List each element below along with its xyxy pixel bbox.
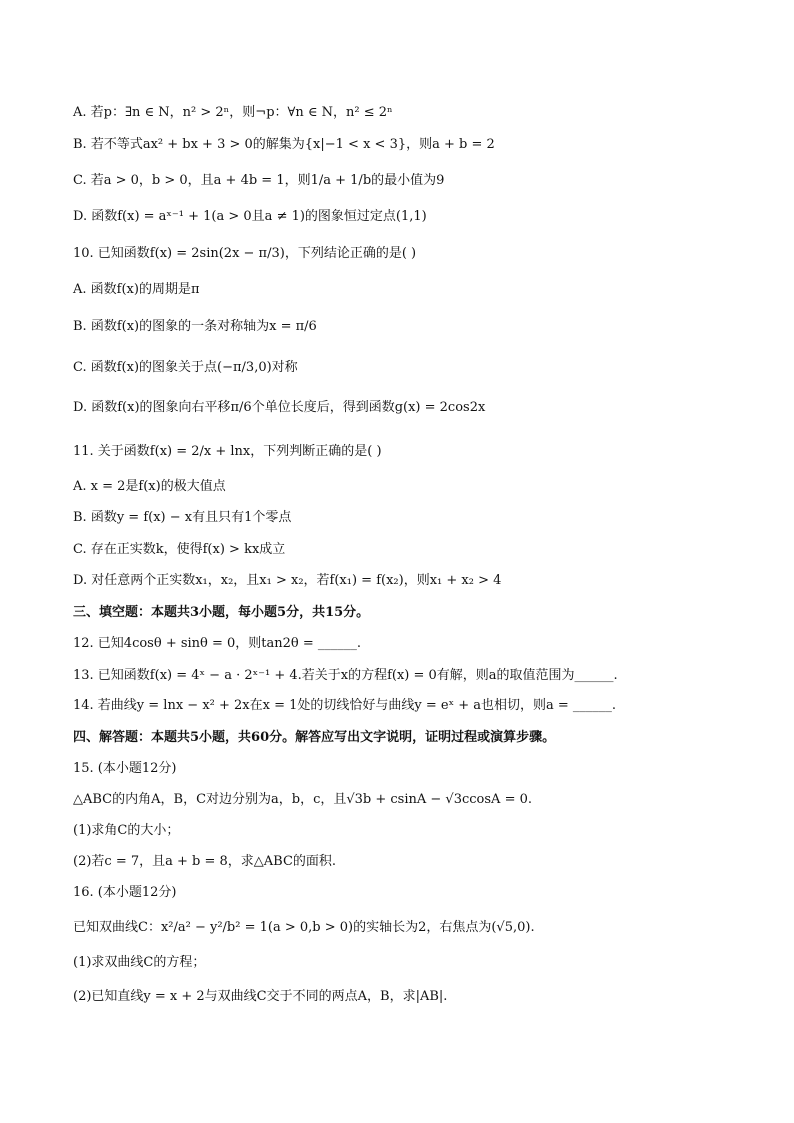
text-line: D. 函数f(x) = aˣ⁻¹ + 1(a > 0且a ≠ 1)的图象恒过定点(1,1): [73, 209, 427, 224]
text-line: 13. 已知函数f(x) = 4ˣ − a · 2ˣ⁻¹ + 4.若关于x的方程f(x) = 0有解，则a的取值范围为______.: [73, 668, 618, 683]
section-heading: 三、填空题：本题共3小题，每小题5分，共15分。: [73, 605, 370, 620]
text-line: C. 函数f(x)的图象关于点(−π/3,0)对称: [73, 360, 298, 375]
text-line: D. 对任意两个正实数x₁，x₂，且x₁ > x₂，若f(x₁) = f(x₂)，则x₁ + x₂ > 4: [73, 573, 502, 588]
text-line: C. 若a > 0，b > 0，且a + 4b = 1，则1/a + 1/b的最小值为9: [73, 173, 445, 188]
text-line: D. 函数f(x)的图象向右平移π/6个单位长度后，得到函数g(x) = 2cos2x: [73, 400, 486, 415]
text-line: △ABC的内角A，B，C对边分别为a，b，c，且√3b + csinA − √3ccosA = 0.: [73, 792, 532, 807]
text-line: 已知双曲线C：x²/a² − y²/b² = 1(a > 0,b > 0)的实轴长为2，右焦点为(√5,0).: [73, 920, 535, 935]
text-line: (2)已知直线y = x + 2与双曲线C交于不同的两点A，B，求|AB|.: [73, 989, 448, 1004]
text-line: (1)求双曲线C的方程；: [73, 955, 206, 970]
text-line: (2)若c = 7，且a + b = 8，求△ABC的面积.: [73, 854, 337, 869]
text-line: 11. 关于函数f(x) = 2/x + lnx，下列判断正确的是( ): [73, 444, 382, 459]
text-line: 12. 已知4cosθ + sinθ = 0，则tan2θ = ______.: [73, 636, 362, 651]
text-line: 10. 已知函数f(x) = 2sin(2x − π/3)，下列结论正确的是( ): [73, 246, 417, 261]
text-line: 14. 若曲线y = lnx − x² + 2x在x = 1处的切线恰好与曲线y = eˣ + a也相切，则a = ______.: [73, 698, 617, 713]
text-line: B. 若不等式ax² + bx + 3 > 0的解集为{x|−1 < x < 3}，则a + b = 2: [73, 137, 495, 152]
text-line: A. x = 2是f(x)的极大值点: [73, 479, 226, 494]
text-line: C. 存在正实数k，使得f(x) > kx成立: [73, 542, 286, 557]
text-line: B. 函数f(x)的图象的一条对称轴为x = π/6: [73, 319, 317, 334]
text-line: 15. (本小题12分): [73, 761, 177, 776]
text-line: A. 函数f(x)的周期是π: [73, 282, 200, 297]
text-line: B. 函数y = f(x) − x有且只有1个零点: [73, 510, 292, 525]
section-heading: 四、解答题：本题共5小题，共60分。解答应写出文字说明，证明过程或演算步骤。: [73, 730, 556, 745]
text-line: (1)求角C的大小；: [73, 823, 180, 838]
text-line: 16. (本小题12分): [73, 885, 177, 900]
text-line: A. 若p：∃n ∈ N，n² > 2ⁿ，则¬p：∀n ∈ N，n² ≤ 2ⁿ: [73, 105, 393, 120]
